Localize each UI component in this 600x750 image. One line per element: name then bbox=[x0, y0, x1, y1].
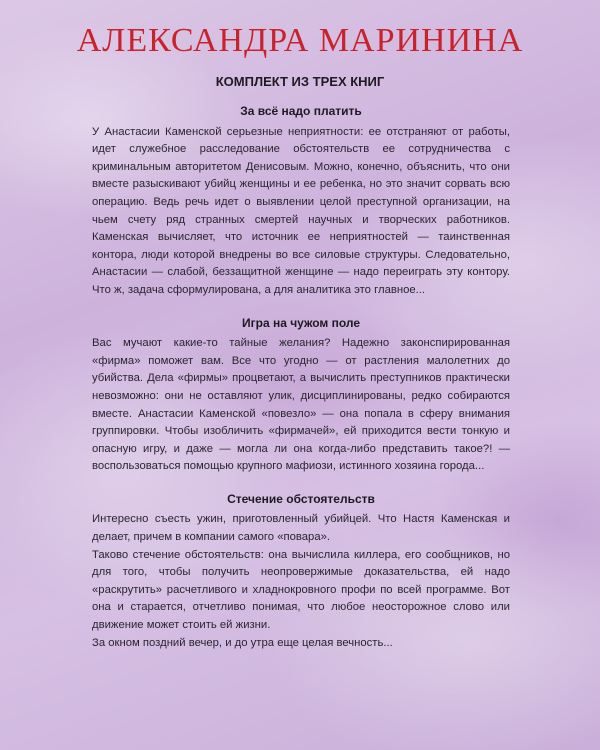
annotation-paragraph: Интересно съесть ужин, приготовленный убийцей. Что Настя Каменская и делает, причем в компании самого «повара». bbox=[92, 513, 510, 544]
book-title: За всё надо платить bbox=[240, 104, 362, 118]
book-annotation bbox=[92, 491, 510, 652]
annotation-paragraph: Таково стечение обстоятельств: она вычислила киллера, его сообщников, но для того, чтобы получить неопровержимые доказательства, ей надо «раскрутить» расчетливого и хладнокровного профи по всей программе. Вот она и старается, отчетливо понимая, что любое неосторожное слово или движение может стоить ей жизни. bbox=[92, 548, 510, 632]
set-title: КОМПЛЕКТ ИЗ ТРЕХ КНИГ bbox=[215, 74, 385, 89]
book-title: Игра на чужом поле bbox=[241, 315, 360, 330]
book-title: Стечение обстоятельств bbox=[227, 491, 375, 506]
book-annotation bbox=[92, 103, 510, 300]
annotation-paragraph: Вас мучают какие-то тайные желания? Надежно законспирированная «фирма» поможет вам. Все что угодно — от растления малолетних до убийства. Дела «фирмы» процветают, а вычислить преступников практически невозможно: они не оставляют улик, дисциплинированы, редко собираются вместе. Анастасии Каменской «повезло» — она попала в сферу внимания группировки. Чтобы изобличить «фирмачей», ей приходится вести тонкую и опасную игру, и даже — могла ли она когда-либо представить такое?! — воспользоваться помощью крупного мафиози, истинного хозяина города... bbox=[92, 337, 510, 473]
author-name: АЛЕКСАНДРА МАРИНИНА bbox=[76, 22, 524, 59]
book-annotation bbox=[92, 315, 510, 476]
annotation-paragraph: У Анастасии Каменской серьезные неприятности: ее отстраняют от работы, идет служебное расследование обстоятельств ее сотрудничества с криминальным авторитетом Денисовым. Можно, конечно, объяснить, что они вместе разыскивают убийц женщины и ее ребенка, но это значит сорвать всю операцию. Ведь речь идет о выявлении целой преступной организации, на чьем счету ряд странных смертей научных и творческих работников. Каменская вычисляет, что источник ее неприятностей — таинственная контора, люди которой внедрены во все силовые структуры. Следовательно, Анастасии — слабой, беззащитной женщине — надо переиграть эту контору. Что ж, задача сформулирована, а для аналитика это главное... bbox=[92, 125, 510, 296]
annotation-paragraph: За окном поздний вечер, и до утра еще целая вечность... bbox=[92, 636, 393, 649]
annotations bbox=[92, 103, 510, 652]
